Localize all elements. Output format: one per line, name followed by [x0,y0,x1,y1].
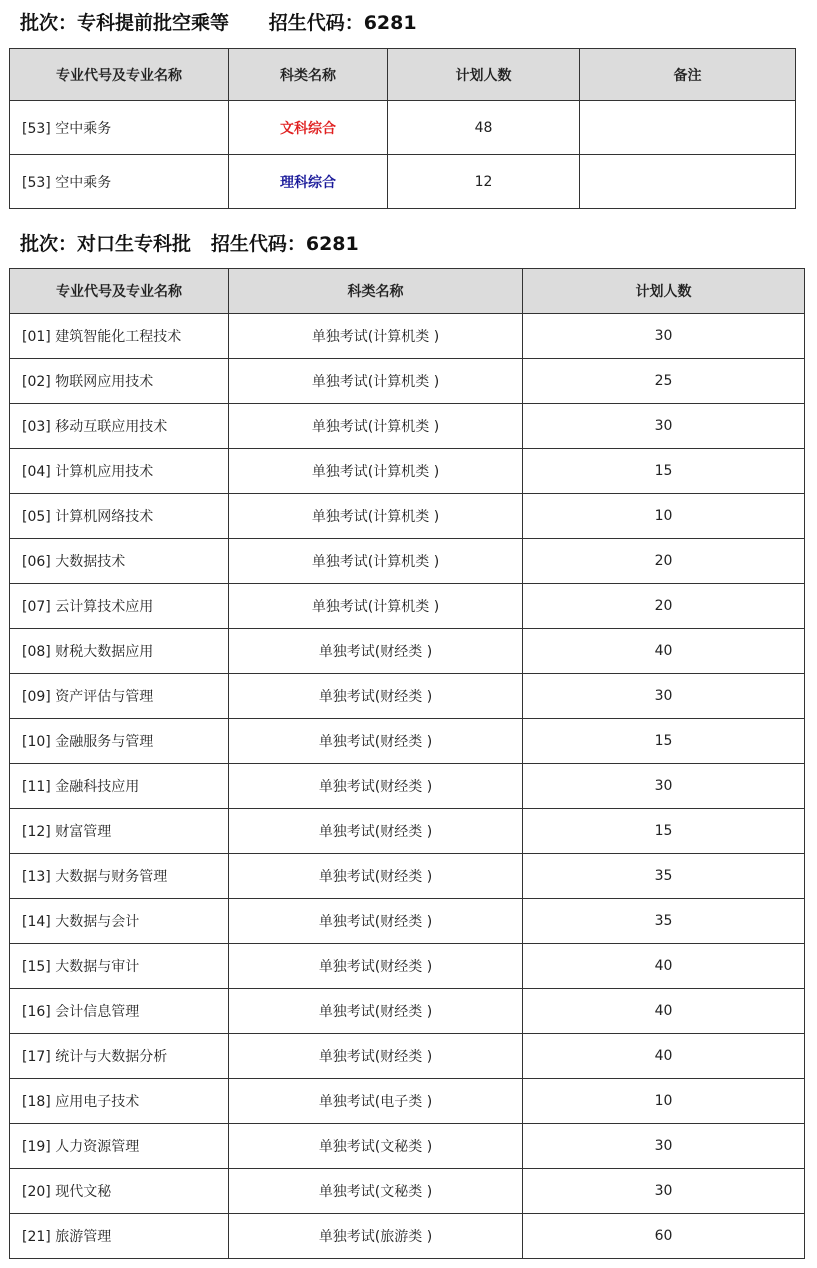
cell-name: [21] 旅游管理 [10,1214,229,1259]
cell-count: 40 [523,944,805,989]
cell-count: 30 [523,1124,805,1169]
cell-category: 单独考试(计算机类 ) [229,584,523,629]
table-row [10,899,805,944]
table-row [10,944,805,989]
header-category: 科类名称 [229,269,523,314]
cell-name: [08] 财税大数据应用 [10,629,229,674]
cell-count: 10 [523,1079,805,1124]
cell-name: [01] 建筑智能化工程技术 [10,314,229,359]
cell-count: 15 [523,809,805,854]
cell-name: [09] 资产评估与管理 [10,674,229,719]
cell-category: 文科综合 [229,101,388,155]
cell-category: 单独考试(旅游类 ) [229,1214,523,1259]
cell-count: 10 [523,494,805,539]
cell-category: 单独考试(计算机类 ) [229,359,523,404]
cell-count: 30 [523,764,805,809]
table-row [10,1169,805,1214]
header-category: 科类名称 [229,49,388,101]
cell-category: 单独考试(财经类 ) [229,899,523,944]
cell-name: [11] 金融科技应用 [10,764,229,809]
cell-count: 35 [523,854,805,899]
cell-category: 单独考试(计算机类 ) [229,494,523,539]
cell-name: [16] 会计信息管理 [10,989,229,1034]
cell-category: 单独考试(财经类 ) [229,944,523,989]
cell-name: [10] 金融服务与管理 [10,719,229,764]
cell-count: 20 [523,584,805,629]
cell-count: 15 [523,719,805,764]
cell-category: 单独考试(财经类 ) [229,674,523,719]
table-row [10,494,805,539]
cell-category: 单独考试(财经类 ) [229,629,523,674]
cell-note [580,101,796,155]
table-row [10,1214,805,1259]
cell-category: 单独考试(财经类 ) [229,1034,523,1079]
cell-count: 15 [523,449,805,494]
cell-count: 30 [523,674,805,719]
cell-category: 单独考试(财经类 ) [229,809,523,854]
cell-name: [53] 空中乘务 [10,101,229,155]
table-row [10,539,805,584]
header-note: 备注 [580,49,796,101]
section1-title: 批次：专科提前批空乘等 招生代码：6281 [20,12,417,34]
cell-category: 单独考试(文秘类 ) [229,1124,523,1169]
cell-category: 单独考试(财经类 ) [229,989,523,1034]
table-row [10,1079,805,1124]
table-row [10,359,805,404]
cell-category: 单独考试(计算机类 ) [229,539,523,584]
table-vocational-batch [9,268,805,1259]
table-row [10,584,805,629]
cell-count: 30 [523,404,805,449]
cell-name: [02] 物联网应用技术 [10,359,229,404]
cell-count: 48 [388,101,580,155]
cell-count: 40 [523,989,805,1034]
table-row [10,101,796,155]
cell-category: 单独考试(文秘类 ) [229,1169,523,1214]
cell-name: [07] 云计算技术应用 [10,584,229,629]
cell-category: 单独考试(计算机类 ) [229,404,523,449]
cell-name: [13] 大数据与财务管理 [10,854,229,899]
cell-category: 单独考试(财经类 ) [229,854,523,899]
cell-note [580,155,796,209]
header-count: 计划人数 [388,49,580,101]
cell-name: [18] 应用电子技术 [10,1079,229,1124]
cell-category: 单独考试(财经类 ) [229,764,523,809]
cell-count: 35 [523,899,805,944]
table-row [10,674,805,719]
cell-category: 单独考试(计算机类 ) [229,314,523,359]
table-row [10,809,805,854]
cell-name: [14] 大数据与会计 [10,899,229,944]
cell-count: 30 [523,1169,805,1214]
table-row [10,155,796,209]
table-row [10,719,805,764]
header-major: 专业代号及专业名称 [10,49,229,101]
table-row [10,314,805,359]
cell-name: [20] 现代文秘 [10,1169,229,1214]
cell-name: [03] 移动互联应用技术 [10,404,229,449]
cell-category: 单独考试(财经类 ) [229,719,523,764]
table-row [10,629,805,674]
cell-count: 25 [523,359,805,404]
table-row [10,1034,805,1079]
cell-category: 单独考试(计算机类 ) [229,449,523,494]
cell-name: [53] 空中乘务 [10,155,229,209]
header-major: 专业代号及专业名称 [10,269,229,314]
cell-count: 40 [523,1034,805,1079]
cell-name: [19] 人力资源管理 [10,1124,229,1169]
table-row [10,449,805,494]
cell-name: [17] 统计与大数据分析 [10,1034,229,1079]
cell-count: 60 [523,1214,805,1259]
table-row [10,989,805,1034]
table-row [10,404,805,449]
cell-name: [05] 计算机网络技术 [10,494,229,539]
header-count: 计划人数 [523,269,805,314]
cell-count: 12 [388,155,580,209]
table-early-batch [9,48,796,209]
cell-category: 理科综合 [229,155,388,209]
cell-count: 20 [523,539,805,584]
cell-count: 30 [523,314,805,359]
table-row [10,1124,805,1169]
table-row [10,854,805,899]
section2-title: 批次：对口生专科批 招生代码：6281 [20,233,359,255]
cell-name: [04] 计算机应用技术 [10,449,229,494]
cell-name: [15] 大数据与审计 [10,944,229,989]
cell-name: [06] 大数据技术 [10,539,229,584]
table-row [10,764,805,809]
cell-name: [12] 财富管理 [10,809,229,854]
cell-count: 40 [523,629,805,674]
cell-category: 单独考试(电子类 ) [229,1079,523,1124]
